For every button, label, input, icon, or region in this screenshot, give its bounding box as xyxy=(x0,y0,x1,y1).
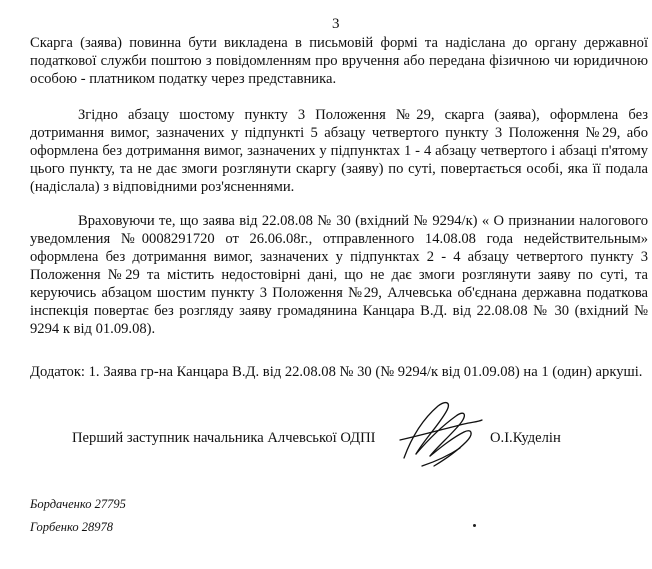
signer-name: О.І.Куделін xyxy=(490,430,561,446)
paragraph-return-rule-text: Згідно абзацу шостому пункту 3 Положення №29, скарга (заява), оформлена без дотримання вимог, зазначених у підпункті 5 абзацу четвертого пункту 3 Положення №29, або оформлена без дотримання вимог, зазначених у підпунктах 1 - 4 абзацу четвертого і абзаці п'ятому цього пункту, та не дає змоги розглянути скаргу (заяву) по суті, повертається особі, яка її подала (надіслала) з відповідними роз'ясненнями. xyxy=(30,107,648,195)
page-number: 3 xyxy=(332,16,340,32)
paragraph-decision xyxy=(30,212,648,338)
paragraph-complaint-form: Скарга (заява) повинна бути викладена в письмовій формі та надіслана до органу державної податкової служби поштою з повідомленням про вручення або передана фізичною чи юридичною особою - платником податку через представника. xyxy=(30,35,648,87)
paragraph-return-rule xyxy=(30,106,648,196)
executor-line-1: Бордаченко 27795 xyxy=(30,497,126,511)
paragraph-decision-text: Враховуючи те, що заява від 22.08.08 № 30 (вхідний № 9294/к) « О признании налогового уведомления №0008291720 от 26.06.08г., отправленного 14.08.08 года недействительным» оформлена без дотримання вимог, зазначених у підпунктах 2 - 4 абзацу четвертого пункту 3 Положення №29 та містить недостовірні дані, що не дає змоги розглянути заяву по суті, та керуючись абзацом шостим пункту 3 Положення №29, Алчевська об'єднана державна податкова інспекція повертає без розгляду заяву громадянина Канцара В.Д. від 22.08.08 № 30 (вхідний № 9294 к від 01.09.08). xyxy=(30,213,648,337)
signer-position: Перший заступник начальника Алчевської ОДПІ xyxy=(72,430,376,446)
attachment-note: Додаток: 1. Заява гр-на Канцара В.Д. від 22.08.08 № 30 (№ 9294/к від 01.09.08) на 1 (один) аркуші. xyxy=(30,364,643,380)
executor-line-2: Горбенко 28978 xyxy=(30,520,113,534)
handwritten-signature xyxy=(394,396,486,474)
stray-dot xyxy=(473,524,476,527)
